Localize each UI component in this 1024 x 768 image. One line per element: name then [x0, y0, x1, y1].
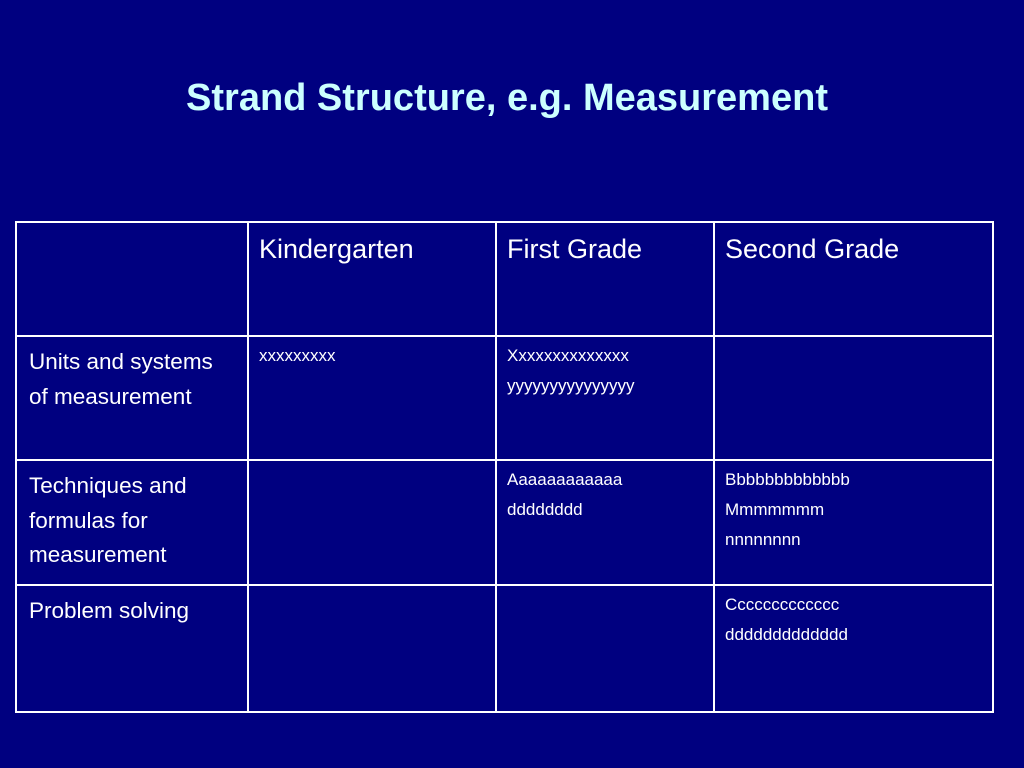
table-row — [16, 585, 993, 712]
header-cell-kindergarten: Kindergarten — [248, 222, 496, 336]
row-label-techniques: Techniques and formulas for measurement — [16, 460, 248, 585]
cell-text: dddddddd — [507, 500, 583, 519]
cell-text: Aaaaaaaaaaaa — [507, 470, 623, 489]
header-cell-empty — [16, 222, 248, 336]
row-label-problem-solving: Problem solving — [16, 585, 248, 712]
cell-problem-kindergarten — [248, 585, 496, 712]
table-row — [16, 460, 993, 585]
cell-techniques-kindergarten — [248, 460, 496, 585]
cell-text: Bbbbbbbbbbbbb — [725, 470, 850, 489]
table-header-row — [16, 222, 993, 336]
cell-text: yyyyyyyyyyyyyyy — [507, 376, 635, 395]
cell-units-second-grade — [714, 336, 993, 460]
cell-text: nnnnnnnn — [725, 530, 801, 549]
row-label-units: Units and systems of measurement — [16, 336, 248, 460]
table-row — [16, 336, 993, 460]
cell-units-kindergarten — [248, 336, 496, 460]
cell-problem-first-grade — [496, 585, 714, 712]
header-cell-second-grade: Second Grade — [714, 222, 993, 336]
cell-techniques-second-grade — [714, 460, 993, 585]
cell-text: Xxxxxxxxxxxxxx — [507, 346, 629, 365]
cell-text: xxxxxxxxx — [259, 346, 336, 365]
cell-problem-second-grade — [714, 585, 993, 712]
cell-text: ddddddddddddd — [725, 625, 848, 644]
cell-units-first-grade — [496, 336, 714, 460]
header-cell-first-grade: First Grade — [496, 222, 714, 336]
strand-table — [15, 221, 994, 713]
cell-text: Mmmmmmm — [725, 500, 825, 519]
cell-text: Ccccccccccccc — [725, 595, 840, 614]
cell-techniques-first-grade — [496, 460, 714, 585]
slide-title: Strand Structure, e.g. Measurement — [186, 77, 828, 119]
